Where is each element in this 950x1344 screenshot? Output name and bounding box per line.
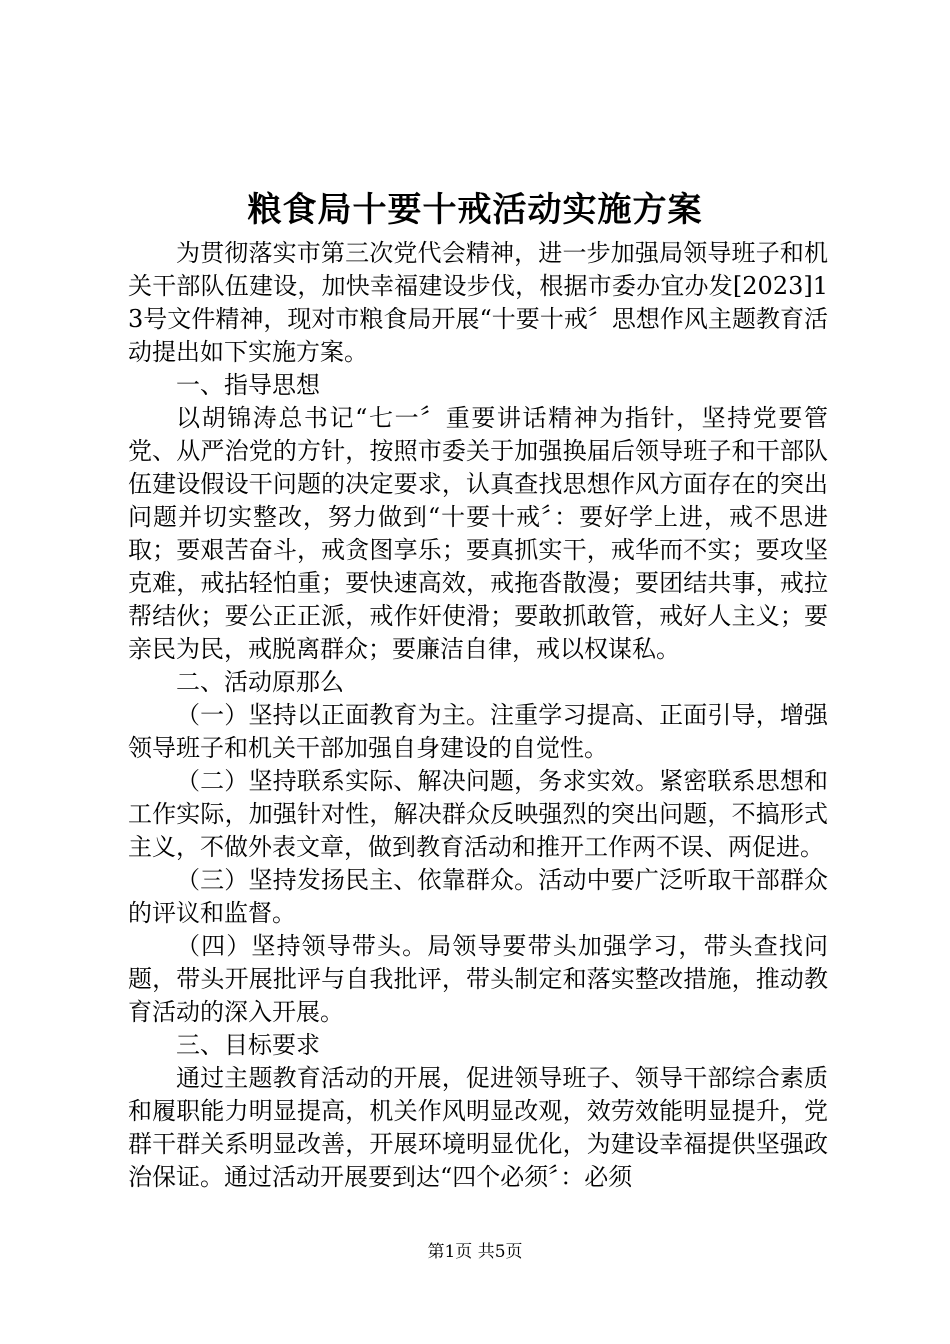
document-body [128,237,828,1194]
page-footer: 第1页 共5页 [427,1242,523,1262]
document-title: 粮食局十要十戒活动实施方案 [247,190,703,230]
heading-guiding-thought: 一、指导思想 [176,371,320,399]
paragraph-principle-2: （二）坚持联系实际、解决问题，务求实效。紧密联系思想和工作实际，加强针对性，解决群众反映强烈的突出问题，不搞形式主义，不做外表文章，做到教育活动和推开工作两不误、两促进。 [128,767,828,861]
heading-target-requirements: 三、目标要求 [176,1031,320,1059]
paragraph-principle-4: （四）坚持领导带头。局领导要带头加强学习，带头查找问题，带头开展批评与自我批评，带头制定和落实整改措施，推动教育活动的深入开展。 [128,932,828,1026]
paragraph-intro: 为贯彻落实市第三次党代会精神，进一步加强局领导班子和机关干部队伍建设，加快幸福建设步伐，根据市委办宜办发[2023]13号文件精神，现对市粮食局开展“十要十戒〞思想作风主题教育活动提出如下实施方案。 [128,239,828,366]
paragraph-target-requirements: 通过主题教育活动的开展，促进领导班子、领导干部综合素质和履职能力明显提高，机关作风明显改观，效劳效能明显提升，党群干群关系明显改善，开展环境明显优化，为建设幸福提供坚强政治保证。通过活动开展要到达“四个必须〞：必须 [128,1064,828,1191]
heading-activity-principles: 二、活动原那么 [176,668,344,696]
paragraph-guiding-thought: 以胡锦涛总书记“七一〞重要讲话精神为指针，坚持党要管党、从严治党的方针，按照市委关于加强换届后领导班子和干部队伍建设假设干问题的决定要求，认真查找思想作风方面存在的突出问题并切实整改，努力做到“十要十戒〞：要好学上进，戒不思进取；要艰苦奋斗，戒贪图享乐；要真抓实干，戒华而不实；要攻坚克难，戒拈轻怕重；要快速高效，戒拖沓散漫；要团结共事，戒拉帮结伙；要公正正派，戒作奸使滑；要敢抓敢管，戒好人主义；要亲民为民，戒脱离群众；要廉洁自律，戒以权谋私。 [128,404,828,663]
paragraph-principle-1: （一）坚持以正面教育为主。注重学习提高、正面引导，增强领导班子和机关干部加强自身建设的自觉性。 [128,701,828,762]
paragraph-principle-3: （三）坚持发扬民主、依靠群众。活动中要广泛听取干部群众的评议和监督。 [128,866,828,927]
